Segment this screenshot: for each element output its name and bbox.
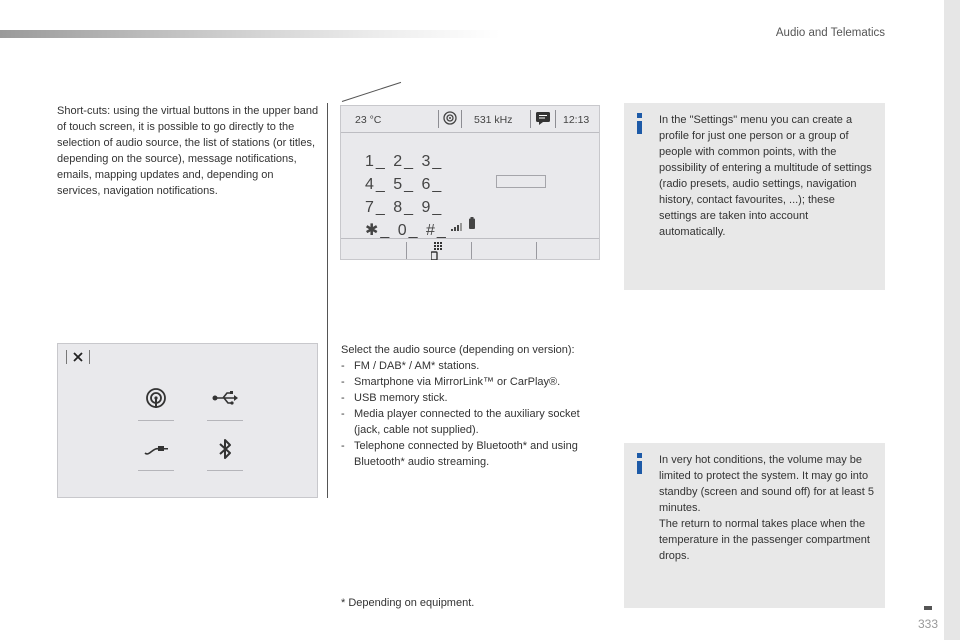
page-edge-strip [944, 0, 960, 640]
frequency-readout: 531 kHz [474, 114, 513, 126]
info-box-volume [624, 443, 885, 608]
intro-paragraph: Short-cuts: using the virtual buttons in the upper band of touch screen, it is possible to go directly to the selection of audio source, the list of stations (or titles, depending on the source), message notifications, emails, mapping updates and, depending on services, navigation notifications. [57, 105, 319, 197]
page-number: 333 [917, 617, 938, 631]
temperature-readout: 23 °C [355, 114, 382, 126]
aux-source-button[interactable] [138, 434, 174, 471]
bottom-band-separator [536, 242, 537, 259]
list-item: - Smartphone via MirrorLink™ or CarPlay®. [341, 374, 603, 390]
info-text-line: The return to normal takes place when the temperature in the passenger compartment drops. [659, 518, 870, 562]
callout-line [342, 82, 401, 102]
phone-keypad-shortcut-icon[interactable] [431, 242, 445, 265]
radio-source-button[interactable] [138, 384, 174, 421]
info-text [659, 452, 875, 564]
footnote: * Depending on equipment. [341, 597, 475, 609]
bluetooth-source-button[interactable] [207, 434, 243, 471]
clock-readout: 12:13 [563, 114, 590, 126]
phone-keypad[interactable] [365, 150, 455, 242]
close-button[interactable] [66, 350, 90, 364]
info-icon [637, 453, 642, 458]
list-item: - Telephone connected by Bluetooth* and using Bluetooth* audio streaming. [341, 438, 603, 470]
top-band-separator [530, 110, 531, 128]
keypad-row[interactable]: ✱_ 0_ #_ [365, 222, 448, 239]
top-band-separator [461, 110, 462, 128]
keypad-row[interactable]: 7_ 8_ 9_ [365, 199, 444, 216]
section-title: Audio and Telematics [775, 27, 885, 39]
usb-source-button[interactable] [207, 384, 243, 421]
keypad-row[interactable]: 1_ 2_ 3_ [365, 153, 444, 170]
screen-top-band [341, 106, 599, 133]
info-icon [637, 113, 642, 118]
radio-shortcut-icon[interactable] [443, 111, 457, 128]
list-item: - FM / DAB* / AM* stations. [341, 358, 603, 374]
info-text-line: In very hot conditions, the volume may be limited to protect the system. It may go into standby (screen and sound off) for at least 5 minutes. [659, 454, 875, 514]
column-divider [327, 103, 328, 498]
display-field [496, 175, 546, 188]
info-text: In the "Settings" menu you can create a profile for just one person or a group of people with common points, with the possibility of entering a multitude of settings (radio presets, audio settings, navigation history, contact favourites, ...); these settings are taken into account automatically. [659, 114, 872, 238]
info-box-settings [624, 103, 885, 290]
keypad-row[interactable]: 4_ 5_ 6_ [365, 176, 444, 193]
list-item: - USB memory stick. [341, 390, 603, 406]
page-marker [924, 606, 932, 610]
top-band-separator [555, 110, 556, 128]
sources-intro: Select the audio source (depending on version): [341, 344, 575, 356]
touchscreen-source-view [57, 343, 318, 498]
info-icon-bar [637, 121, 642, 134]
touchscreen-radio-view [340, 105, 600, 260]
top-band-separator [438, 110, 439, 128]
battery-icon [469, 216, 475, 234]
list-item: - Media player connected to the auxiliary socket (jack, cable not supplied). [341, 406, 603, 438]
screen-bottom-band [341, 238, 599, 261]
info-icon-bar [637, 461, 642, 474]
signal-strength-icon [451, 218, 465, 236]
audio-source-list [341, 342, 603, 470]
header-gradient-bar [0, 30, 500, 38]
bottom-band-separator [406, 242, 407, 259]
message-shortcut-icon[interactable] [535, 111, 551, 128]
bottom-band-separator [471, 242, 472, 259]
